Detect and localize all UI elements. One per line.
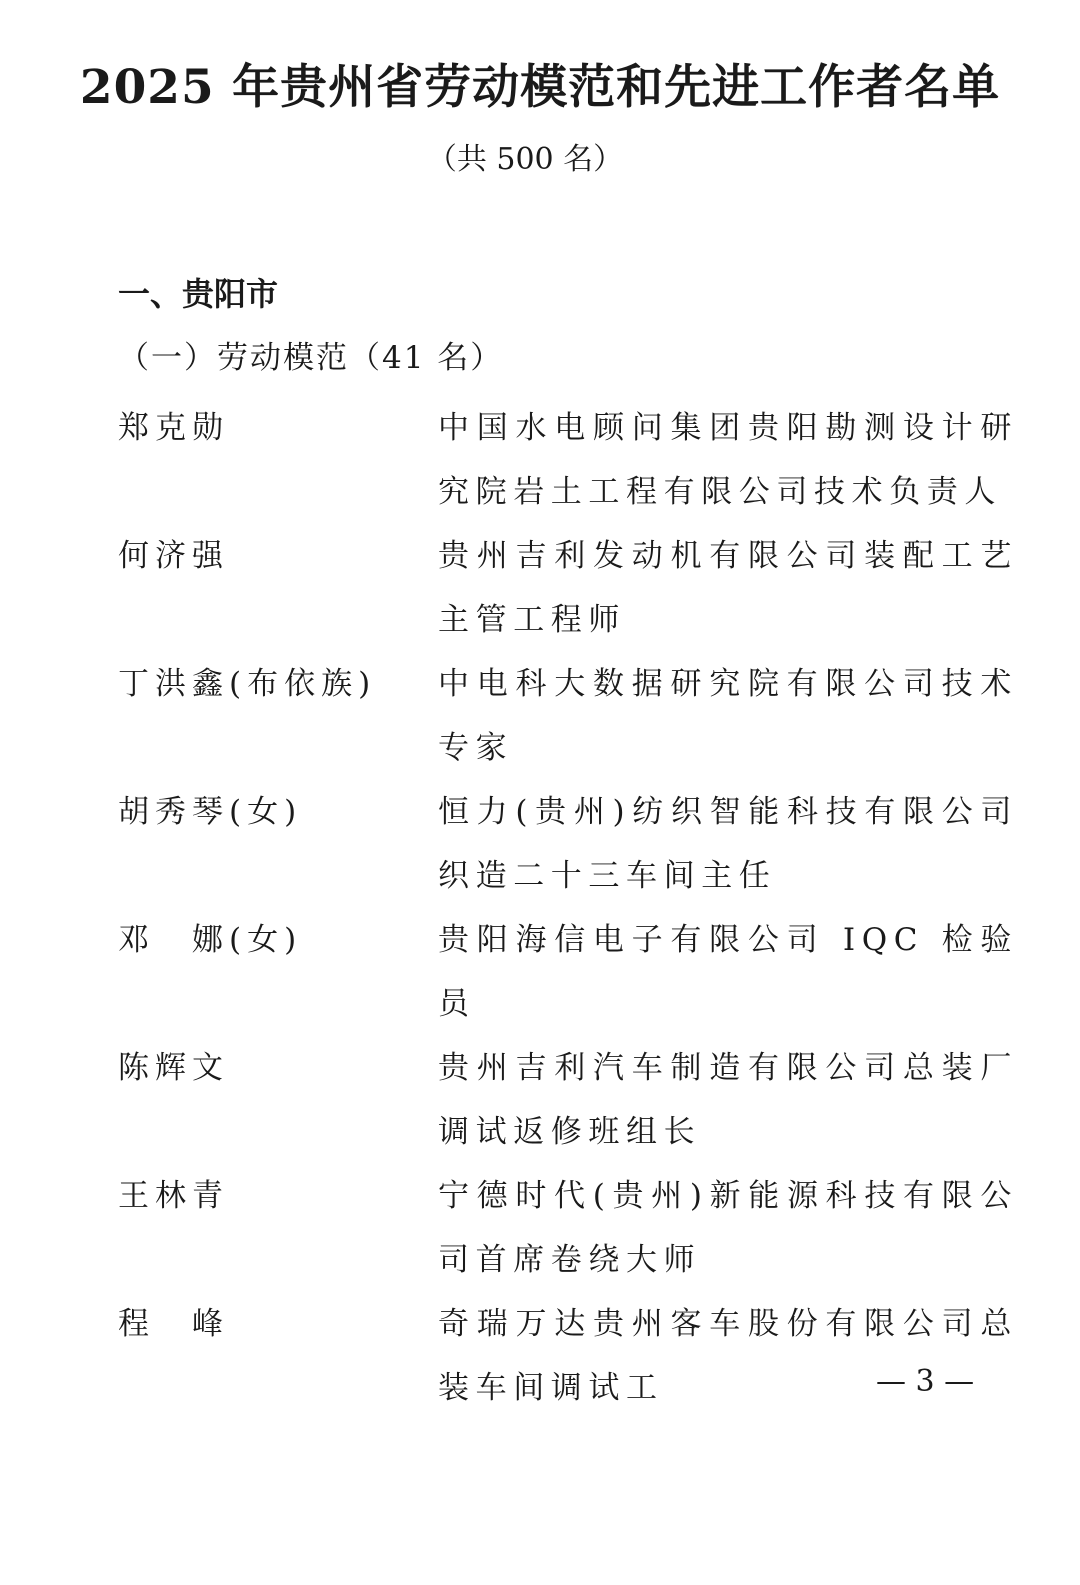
honoree-name: 陈辉文	[118, 1050, 229, 1086]
list-item	[118, 1036, 1018, 1164]
list-item	[118, 396, 1018, 524]
section-heading: 一、贵阳市	[118, 275, 279, 313]
list-item	[118, 652, 1018, 780]
honoree-name: 丁洪鑫(布依族)	[118, 666, 377, 702]
honoree-list	[118, 396, 1018, 1420]
honoree-name: 王林青	[118, 1178, 229, 1214]
honoree-affiliation: 中电科大数据研究院有限公司技术专家	[438, 666, 1018, 766]
honoree-name: 程 峰	[118, 1306, 229, 1342]
page-number: — 3 —	[876, 1364, 975, 1399]
honoree-affiliation: 恒力(贵州)纺织智能科技有限公司织造二十三车间主任	[438, 794, 1018, 894]
document-title: 2025 年贵州省劳动模范和先进工作者名单	[79, 60, 1001, 115]
document-subtitle: （共 500 名）	[426, 142, 624, 177]
honoree-name: 郑克勋	[118, 410, 229, 446]
honoree-affiliation: 贵州吉利发动机有限公司装配工艺主管工程师	[438, 538, 1018, 638]
list-item	[118, 524, 1018, 652]
list-item	[118, 908, 1018, 1036]
subsection-heading: （一）劳动模范（41 名）	[118, 340, 504, 376]
honoree-affiliation: 奇瑞万达贵州客车股份有限公司总装车间调试工	[438, 1306, 1018, 1406]
list-item	[118, 780, 1018, 908]
honoree-name: 何济强	[118, 538, 229, 574]
list-item	[118, 1164, 1018, 1292]
honoree-affiliation: 贵阳海信电子有限公司 IQC 检验员	[438, 922, 1018, 1022]
honoree-affiliation: 中国水电顾问集团贵阳勘测设计研究院岩土工程有限公司技术负责人	[438, 410, 1018, 510]
honoree-affiliation: 宁德时代(贵州)新能源科技有限公司首席卷绕大师	[438, 1178, 1018, 1278]
honoree-affiliation: 贵州吉利汽车制造有限公司总装厂调试返修班组长	[438, 1050, 1018, 1150]
honoree-name: 邓 娜(女)	[118, 922, 303, 958]
honoree-name: 胡秀琴(女)	[118, 794, 303, 830]
